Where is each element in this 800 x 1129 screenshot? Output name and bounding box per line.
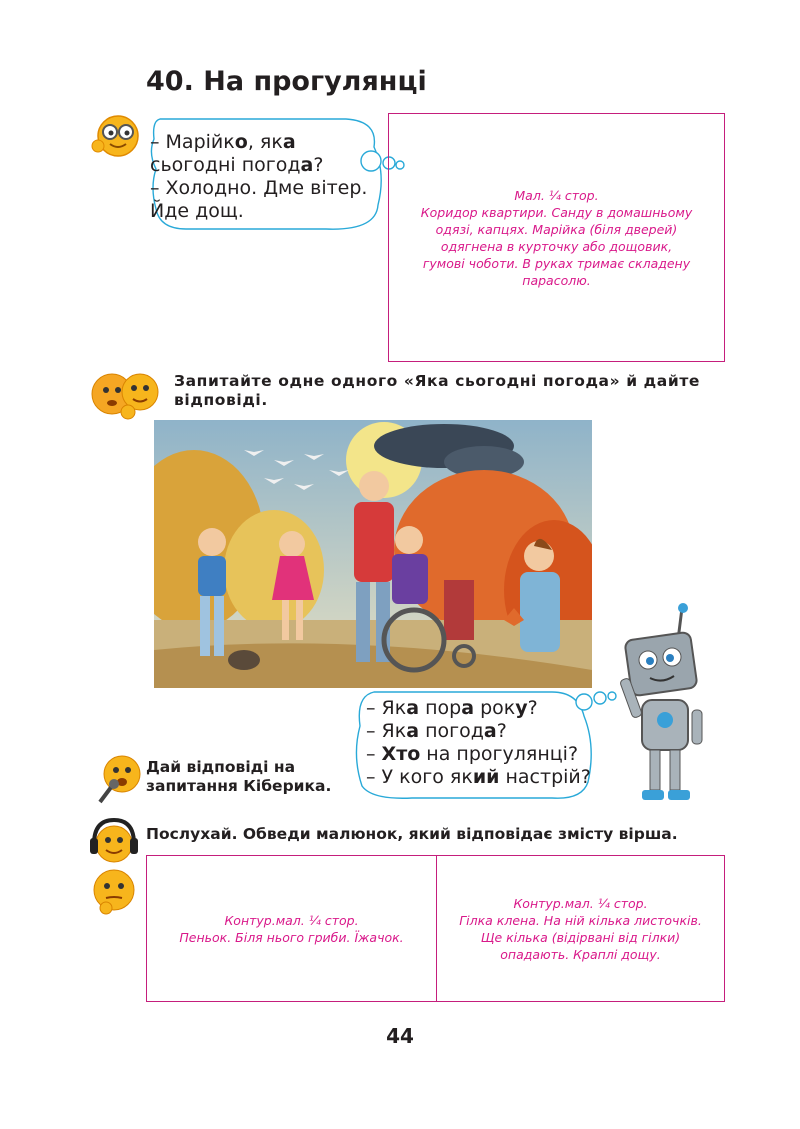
dialog-1-line-4: Йде дощ. [150, 200, 244, 222]
picture-note-2: Контур.мал. ¼ стор. Пеньок. Біля нього гриби. Їжачок. [179, 912, 404, 945]
dialog-2 [366, 697, 591, 789]
picture-note-3: Контур.мал. ¼ стор. Гілка клена. На ній кілька листочків. Ще кілька (відірвані від гілки) опадають. Краплі дощу. [459, 895, 702, 962]
hedgehog-icon [228, 650, 260, 670]
picture-option-2[interactable] [437, 856, 724, 1001]
dialog-1 [150, 131, 367, 223]
dialog-1-line-1: – Марійко, яка [150, 131, 296, 153]
dialog-1-line-2: сьогодні погода? [150, 154, 324, 176]
question-3: – Хто на прогулянці? [366, 743, 579, 765]
autumn-walk-illustration [154, 420, 592, 688]
picture-choice-table [146, 855, 725, 1002]
picture-placeholder-1 [388, 113, 725, 362]
lesson-title: 40. На прогулянці [146, 66, 427, 97]
picture-option-1[interactable] [147, 856, 437, 1001]
task-3-instruction: Послухай. Обведи малюнок, який відповідає змісту вірша. [146, 825, 678, 843]
two-smileys-icon [88, 368, 168, 424]
dialog-1-line-3: – Холодно. Дме вітер. [150, 177, 368, 199]
task-2-instruction: Дай відповіді на запитання Кіберика. [146, 758, 332, 795]
task-1-instruction: Запитайте одне одного «Яка сьогодні погода» й дайте відповіді. [174, 372, 701, 409]
question-1: – Яка пора року? [366, 697, 538, 719]
glasses-smiley-icon [86, 110, 142, 160]
robot-icon [606, 600, 716, 810]
question-4: – У кого який настрій? [366, 766, 591, 788]
page-number: 44 [386, 1024, 414, 1048]
thinking-smiley-icon [88, 866, 142, 918]
headphones-smiley-icon [86, 816, 142, 866]
microphone-smiley-icon [88, 752, 146, 808]
question-2: – Яка погода? [366, 720, 507, 742]
picture-note-1: Мал. ¼ стор. Коридор квартири. Санду в домашньому одязі, капцях. Марійка (біля дверей) одягнена в курточку або дощовик, гумові чоботи. В руках тримає складену парасолю. [420, 187, 693, 288]
